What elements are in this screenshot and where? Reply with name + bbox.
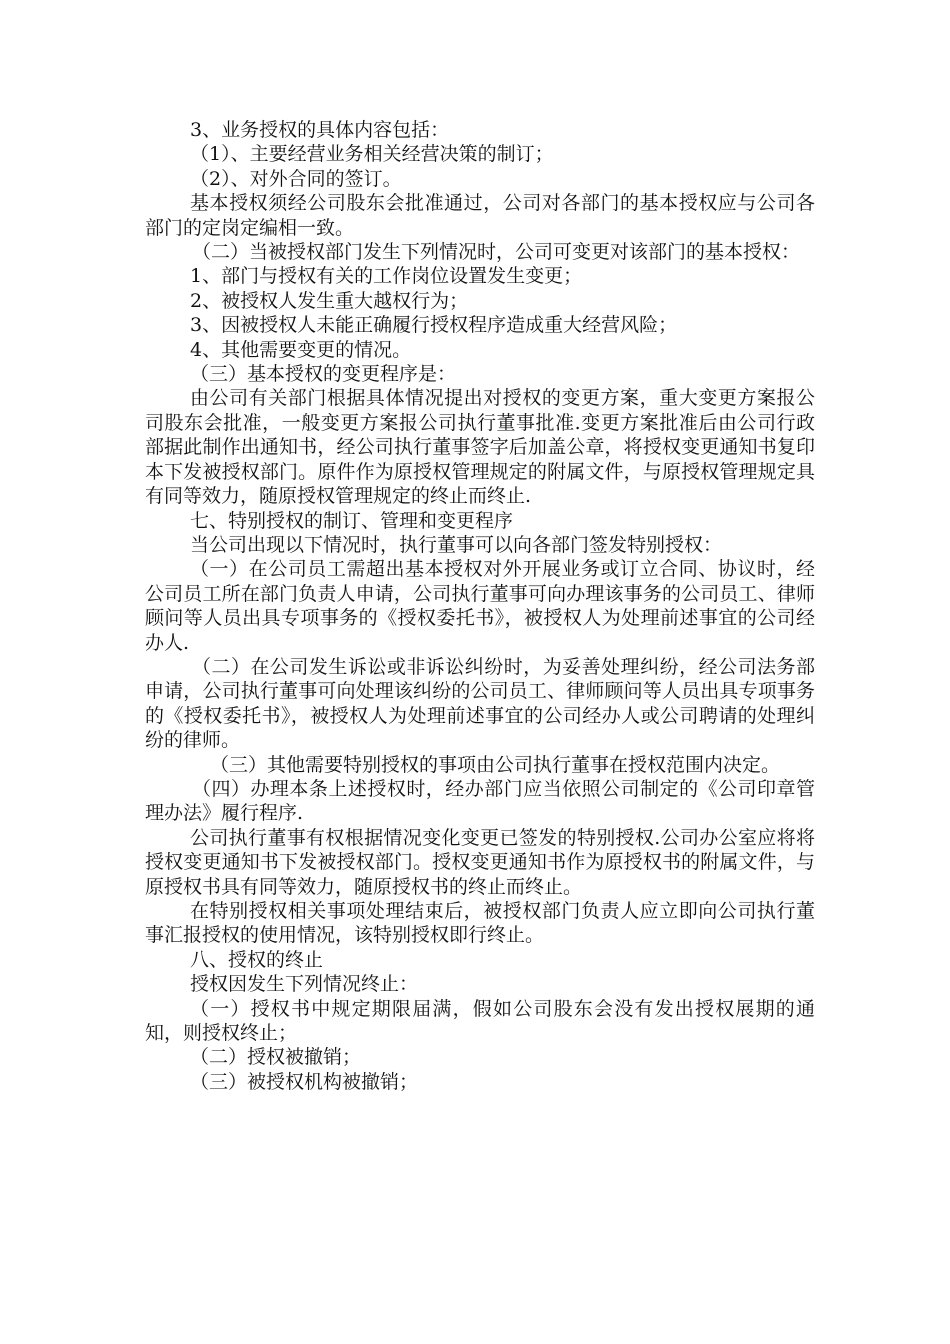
paragraph: （三）被授权机构被撤销；: [190, 1070, 419, 1093]
paragraph: 基本授权须经公司股东会批准通过，公司对各部门的基本授权应与公司各部门的定岗定编相一致。: [145, 192, 815, 239]
paragraph: （1）、主要经营业务相关经营决策的制订；: [190, 143, 554, 166]
paragraph: 1、部门与授权有关的工作岗位设置发生变更；: [190, 265, 583, 288]
paragraph: 授权因发生下列情况终止：: [190, 973, 419, 996]
paragraph: （三）基本授权的变更程序是：: [190, 363, 457, 386]
paragraph: （2）、对外合同的签订。: [190, 167, 402, 190]
document-body: [145, 118, 815, 1094]
paragraph: 公司执行董事有权根据情况变化变更已签发的特别授权.公司办公室应将将授权变更通知书下发被授权部门。授权变更通知书作为原授权书的附属文件，与原授权书具有同等效力，随原授权书的终止而终止。: [145, 826, 815, 898]
paragraph: （一）授权书中规定期限届满，假如公司股东会没有发出授权展期的通知，则授权终止；: [145, 997, 815, 1045]
paragraph: 3、因被授权人未能正确履行授权程序造成重大经营风险；: [190, 314, 678, 337]
paragraph: 由公司有关部门根据具体情况提出对授权的变更方案，重大变更方案报公司股东会批准，一般变更方案报公司执行董事批准.变更方案批准后由公司行政部据此制作出通知书，经公司执行董事签字后加盖公章，将授权变更通知书复印本下发被授权部门。原件作为原授权管理规定的附属文件，与原授权管理规定具有同等效力，随原授权管理规定的终止而终止.: [145, 387, 815, 508]
paragraph: （四）办理本条上述授权时，经办部门应当依照公司制定的《公司印章管理办法》履行程序.: [145, 777, 815, 825]
paragraph: （三）其他需要特别授权的事项由公司执行董事在授权范围内决定。: [210, 753, 781, 776]
paragraph: （二）授权被撤销；: [190, 1046, 362, 1069]
paragraph: 4、其他需要变更的情况。: [190, 338, 412, 361]
paragraph: 在特别授权相关事项处理结束后，被授权部门负责人应立即向公司执行董事汇报授权的使用情况，该特别授权即行终止。: [145, 900, 815, 947]
section-heading: 八、授权的终止: [190, 948, 324, 971]
paragraph: 当公司出现以下情况时，执行董事可以向各部门签发特别授权：: [190, 533, 723, 556]
paragraph: （二）当被授权部门发生下列情况时，公司可变更对该部门的基本授权：: [192, 241, 801, 264]
paragraph: （一）在公司员工需超出基本授权对外开展业务或订立合同、协议时，经公司员工所在部门负责人申请，公司执行董事可向办理该事务的公司员工、律师顾问等人员出具专项事务的《授权委托书》，被授权人为处理前述事宜的公司经办人.: [145, 558, 815, 654]
paragraph: 2、被授权人发生重大越权行为；: [190, 289, 469, 312]
section-heading: 七、特别授权的制订、管理和变更程序: [190, 509, 514, 532]
paragraph: 3、业务授权的具体内容包括：: [190, 119, 450, 141]
paragraph: （二）在公司发生诉讼或非诉讼纠纷时，为妥善处理纠纷，经公司法务部申请，公司执行董事可向处理该纠纷的公司员工、律师顾问等人员出具专项事务的《授权委托书》，被授权人为处理前述事宜的公司经办人或公司聘请的处理纠纷的律师。: [145, 655, 815, 752]
